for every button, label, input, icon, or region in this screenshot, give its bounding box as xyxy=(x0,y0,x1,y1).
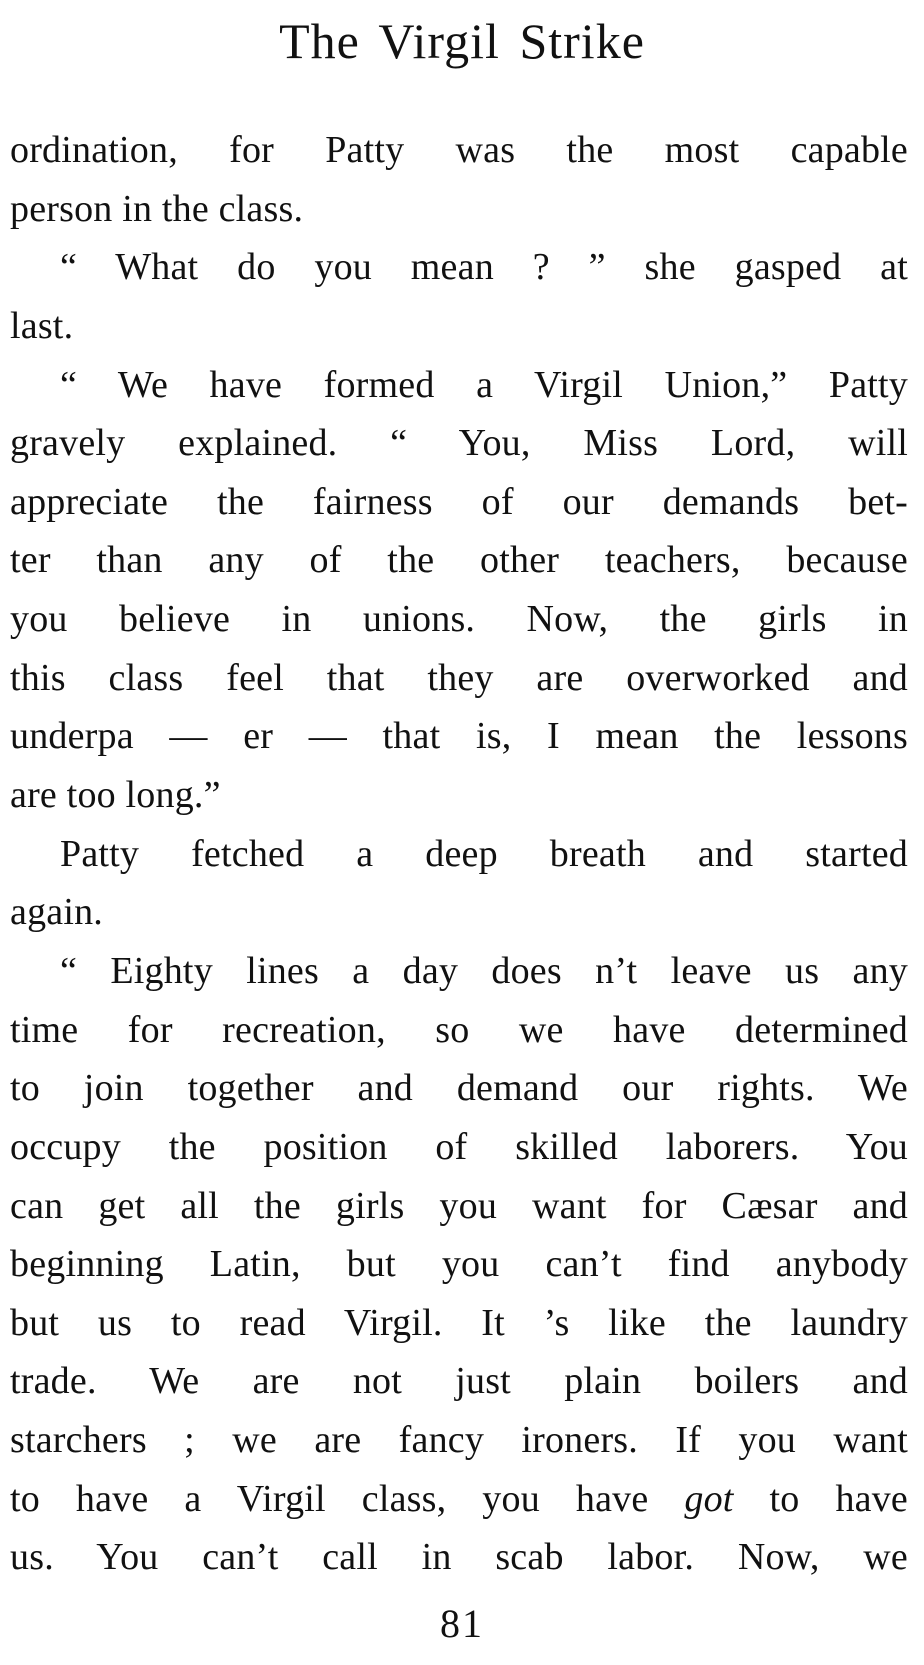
text-line: ter than any of the other teachers, because xyxy=(10,539,908,582)
text-line: to have a Virgil class, you have got to have xyxy=(10,1477,908,1520)
text-line: ordination, for Patty was the most capable xyxy=(10,129,908,171)
text-line: can get all the girls you want for Cæsar and xyxy=(10,1184,908,1227)
text-line: you believe in unions. Now, the girls in xyxy=(10,598,908,641)
text-line: Patty fetched a deep breath and started xyxy=(60,832,908,875)
text-line: to join together and demand our rights. We xyxy=(10,1067,908,1110)
text-line: are too long.” xyxy=(10,774,221,817)
text-line: beginning Latin, but you can’t find anybody xyxy=(10,1243,908,1286)
text-line: occupy the position of skilled laborers. You xyxy=(10,1125,908,1168)
text-line: this class feel that they are overworked and xyxy=(10,656,908,699)
text-line: “ Eighty lines a day does n’t leave us any xyxy=(60,949,908,992)
text-line: last. xyxy=(10,304,74,347)
text-line: us. You can’t call in scab labor. Now, we xyxy=(10,1536,908,1579)
text-line: person in the class. xyxy=(10,187,304,230)
page-number: 81 xyxy=(440,1601,484,1646)
text-line: appreciate the fairness of our demands bet- xyxy=(10,480,908,523)
text-line: again. xyxy=(10,891,103,934)
italic-word: got xyxy=(684,1477,734,1520)
text-line: “ We have formed a Virgil Union,” Patty xyxy=(60,363,908,406)
text-line: time for recreation, so we have determined xyxy=(10,1008,908,1051)
text-line: but us to read Virgil. It ’s like the laundry xyxy=(10,1301,908,1344)
text-line: underpa — er — that is, I mean the lessons xyxy=(10,715,908,758)
running-head: The Virgil Strike xyxy=(279,13,645,69)
body-text xyxy=(10,121,908,1587)
text-line: starchers ; we are fancy ironers. If you want xyxy=(10,1419,908,1462)
text-line: trade. We are not just plain boilers and xyxy=(10,1360,908,1403)
text-line: “ What do you mean ? ” she gasped at xyxy=(60,246,908,289)
text-line: gravely explained. “ You, Miss Lord, will xyxy=(10,422,908,465)
